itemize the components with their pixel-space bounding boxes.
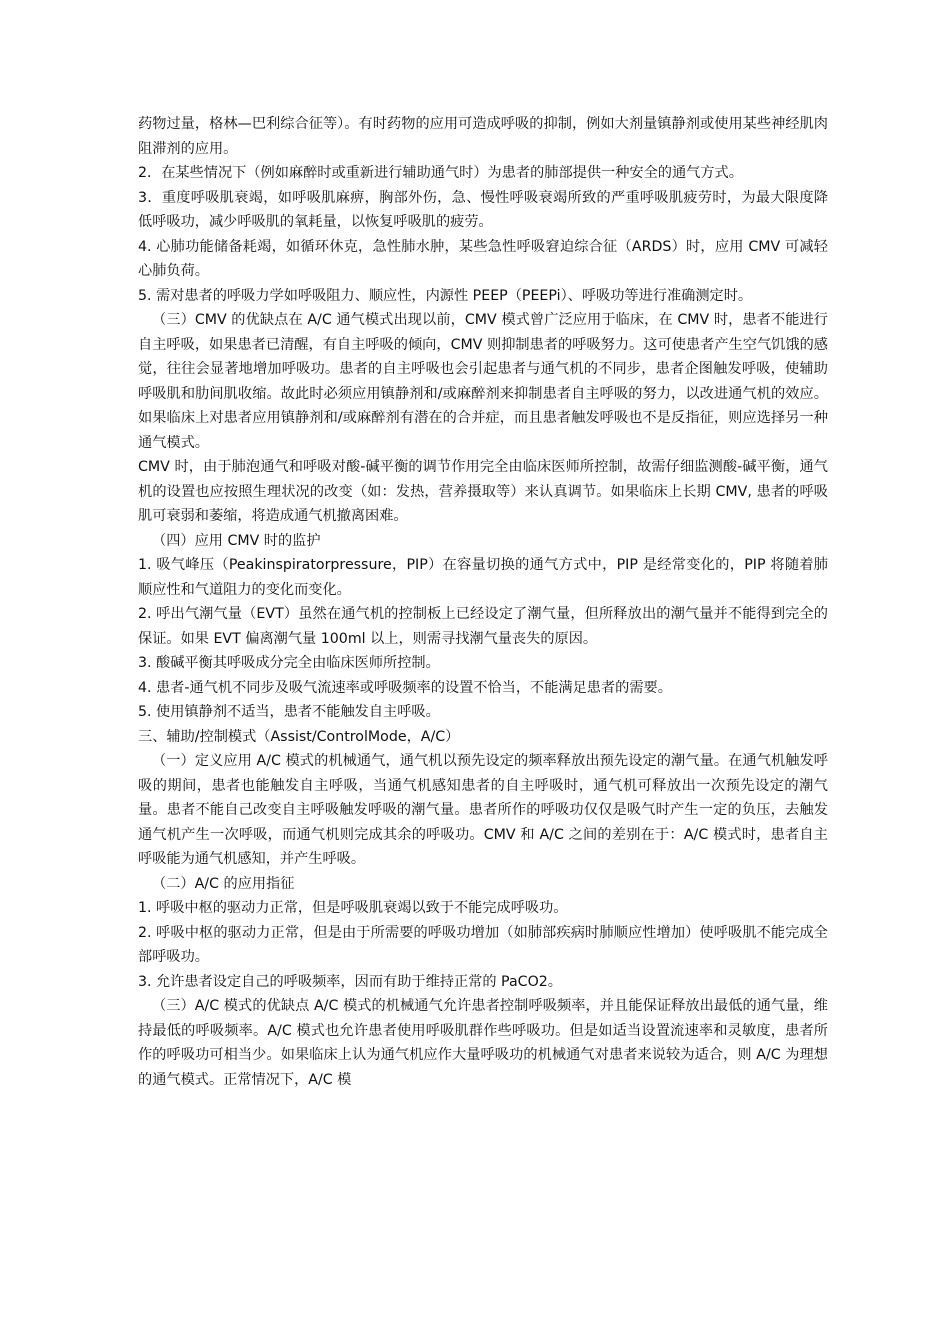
document-body (138, 112, 828, 1092)
paragraph: 4. 患者-通气机不同步及吸气流速率或呼吸频率的设置不恰当，不能满足患者的需要。 (138, 679, 672, 696)
paragraph: 5. 需对患者的呼吸力学如呼吸阻力、顺应性，内源性 PEEP（PEEPi）、呼吸功等进行准确测定时。 (138, 287, 753, 304)
paragraph: 4. 心肺功能储备耗竭，如循环休克，急性肺水肿，某些急性呼吸窘迫综合征（ARDS）时，应用 CMV 可减轻心肺负荷。 (138, 238, 828, 279)
paragraph: 3. 酸碱平衡其呼吸成分完全由临床医师所控制。 (138, 655, 440, 671)
section-heading: （四）应用 CMV 时的监护 (152, 532, 321, 549)
paragraph: 3. 允许患者设定自己的呼吸频率，因而有助于维持正常的 PaCO2。 (138, 973, 562, 990)
paragraph: 5. 使用镇静剂不适当，患者不能触发自主呼吸。 (138, 704, 440, 720)
paragraph: 2. 呼出气潮气量（EVT）虽然在通气机的控制板上已经设定了潮气量，但所释放出的潮气量并不能得到完全的保证。如果 EVT 偏离潮气量 100ml 以上，则需寻找潮气量丧失的原因。 (138, 606, 828, 647)
paragraph: 3．重度呼吸肌衰竭，如呼吸肌麻痹，胸部外伤，急、慢性呼吸衰竭所致的严重呼吸肌疲劳时，为最大限度降低呼吸功，减少呼吸肌的氧耗量，以恢复呼吸肌的疲劳。 (138, 189, 828, 230)
paragraph: （三）CMV 的优缺点在 A/C 通气模式出现以前，CMV 模式曾广泛应用于临床，在 CMV 时，患者不能进行自主呼吸，如果患者已清醒，有自主呼吸的倾向，CMV 则抑制患者的呼吸努力。这可使患者产生空气饥饿的感觉，往往会显著地增加呼吸功。患者的自主呼吸也会引起患者与通气机的不同步，患者企图触发呼吸，使辅助呼吸肌和肋间肌收缩。故此时必须应用镇静剂和/或麻醉剂来抑制患者自主呼吸的努力，以改进通气机的效应。如果临床上对患者应用镇静剂和/或麻醉剂有潜在的合并症，而且患者触发呼吸也不是反指征，则应选择另一种通气模式。 (138, 312, 828, 451)
paragraph: 1. 吸气峰压（Peakinspiratorpressure，PIP）在容量切换的通气方式中，PIP 是经常变化的，PIP 将随着肺顺应性和气道阻力的变化而变化。 (138, 557, 828, 598)
paragraph: 2. 呼吸中枢的驱动力正常，但是由于所需要的呼吸功增加（如肺部疾病时肺顺应性增加）使呼吸肌不能完成全部呼吸功。 (138, 924, 828, 965)
section-heading: 三、辅助/控制模式（Assist/ControlMode，A/C） (138, 728, 460, 745)
paragraph: 1. 呼吸中枢的驱动力正常，但是呼吸肌衰竭以致于不能完成呼吸功。 (138, 900, 568, 916)
paragraph: （一）定义应用 A/C 模式的机械通气，通气机以预先设定的频率释放出预先设定的潮气量。在通气机触发呼吸的期间，患者也能触发自主呼吸，当通气机感知患者的自主呼吸时，通气机可释放出一次预先设定的潮气量。患者不能自己改变自主呼吸触发呼吸的潮气量。患者所作的呼吸功仅仅是吸气时产生一定的负压，去触发通气机产生一次呼吸，而通气机则完成其余的呼吸功。CMV 和 A/C 之间的差别在于：A/C 模式时，患者自主呼吸能为通气机感知，并产生呼吸。 (138, 753, 828, 867)
section-heading: （二）A/C 的应用指征 (152, 875, 295, 892)
paragraph: 药物过量，格林—巴利综合征等）。有时药物的应用可造成呼吸的抑制，例如大剂量镇静剂或使用某些神经肌肉阻滞剂的应用。 (138, 116, 828, 157)
paragraph: （三）A/C 模式的优缺点 A/C 模式的机械通气允许患者控制呼吸频率，并且能保证释放出最低的通气量，维持最低的呼吸频率。A/C 模式也允许患者使用呼吸肌群作些呼吸功。但是如适当设置流速率和灵敏度，患者所作的呼吸功可相当少。如果临床上认为通气机应作大量呼吸功的机械通气对患者来说较为适合，则 A/C 为理想的通气模式。正常情况下，A/C 模 (138, 998, 828, 1088)
paragraph: CMV 时，由于肺泡通气和呼吸对酸-碱平衡的调节作用完全由临床医师所控制，故需仔细监测酸-碱平衡，通气机的设置也应按照生理状况的改变（如：发热，营养摄取等）来认真调节。如果临床上长期 CMV, 患者的呼吸肌可衰弱和萎缩，将造成通气机撤离困难。 (138, 459, 828, 524)
paragraph: 2．在某些情况下（例如麻醉时或重新进行辅助通气时）为患者的肺部提供一种安全的通气方式。 (138, 165, 743, 181)
